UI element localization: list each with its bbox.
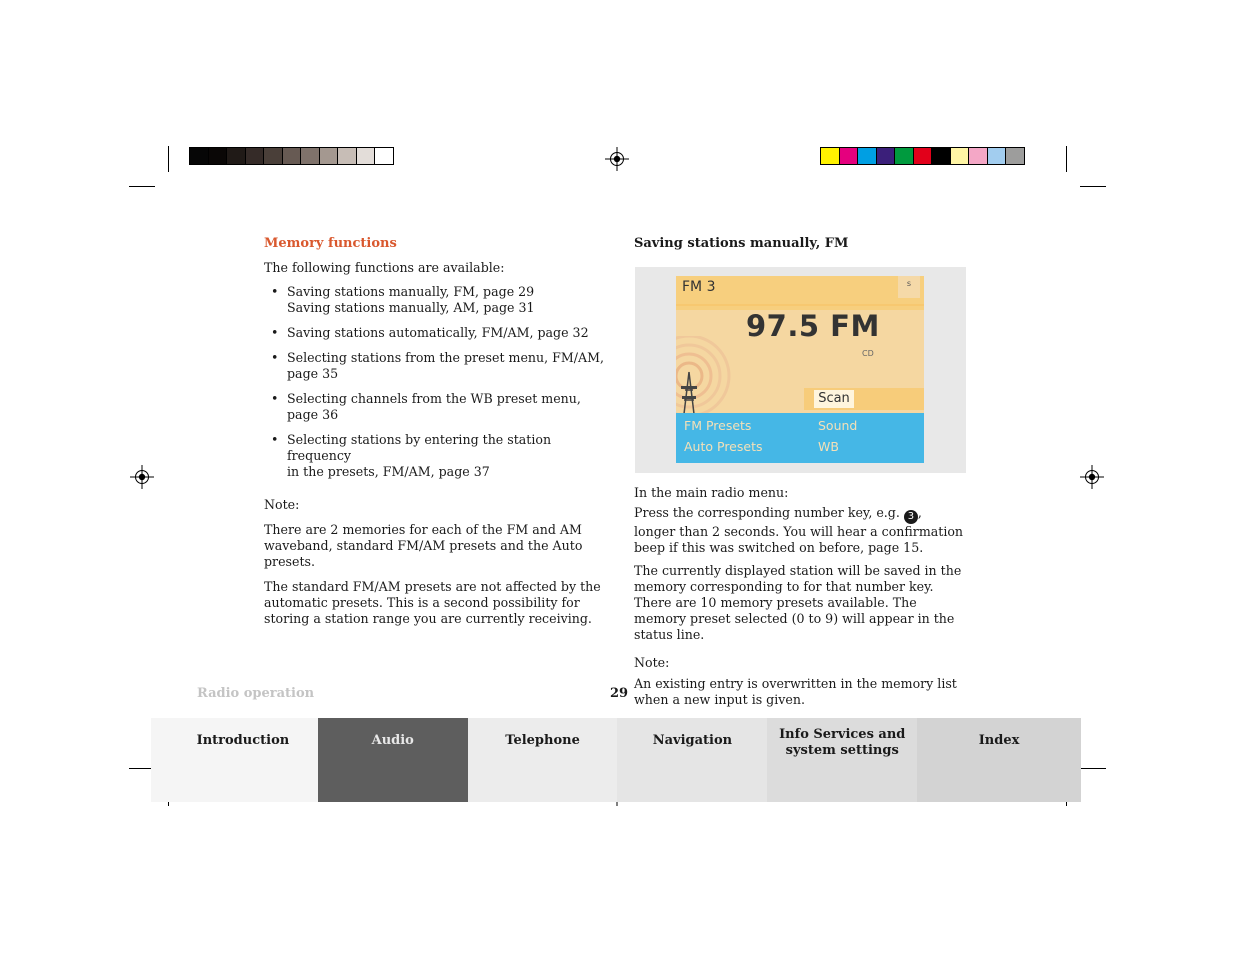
cd-indicator: CD [862, 349, 874, 358]
intro-text: The following functions are available: [264, 260, 505, 275]
color-swatch [876, 147, 896, 165]
color-swatch [839, 147, 859, 165]
list-item: • Selecting channels from the WB preset menu, page 36 [271, 391, 581, 422]
menu-auto-presets[interactable]: Auto Presets [684, 439, 763, 454]
color-swatch [263, 147, 283, 165]
note-paragraph: An existing entry is overwritten in the memory list when a new input is given. [634, 676, 957, 707]
color-swatch [1005, 147, 1025, 165]
radio-waves-icon [676, 336, 742, 416]
color-swatch [931, 147, 951, 165]
tab-telephone[interactable]: Telephone [468, 718, 618, 802]
color-swatch [987, 147, 1007, 165]
section-heading: Saving stations manually, FM [634, 236, 849, 251]
tab-info-services[interactable]: Info Services and system settings [767, 718, 917, 802]
tab-navigation[interactable]: Navigation [617, 718, 767, 802]
registration-mark-icon [1080, 465, 1104, 489]
color-swatch [300, 147, 320, 165]
instruction-paragraph: The currently displayed station will be saved in the memory corresponding to for that number key. There are 10 memory presets available. The memory preset selected (0 to 9) will appear in the status line. [634, 563, 962, 642]
scan-button[interactable]: Scan [814, 390, 854, 408]
gray-color-bar [189, 147, 393, 165]
menu-sound[interactable]: Sound [818, 418, 858, 433]
note-paragraph: The standard FM/AM presets are not affected by the automatic presets. This is a second possibility for storing a station range you are currently receiving. [264, 579, 601, 626]
functions-list [264, 284, 604, 480]
color-swatch [857, 147, 877, 165]
note-block [264, 497, 604, 627]
color-swatch [894, 147, 914, 165]
registration-mark-icon [605, 147, 629, 171]
corner-tag: s [898, 276, 920, 298]
chapter-tab-bar [151, 718, 1081, 802]
crop-mark [1080, 768, 1106, 769]
crop-mark [1066, 146, 1067, 172]
color-swatch [913, 147, 933, 165]
section-heading: Memory functions [264, 236, 397, 251]
tab-audio[interactable]: Audio [318, 718, 468, 802]
intro-text: In the main radio menu: [634, 485, 789, 500]
tab-introduction[interactable]: Introduction [151, 718, 318, 802]
color-swatch [950, 147, 970, 165]
color-swatch [968, 147, 988, 165]
color-swatch [337, 147, 357, 165]
color-swatch [820, 147, 840, 165]
note-label: Note: [634, 655, 670, 670]
list-item: • Saving stations manually, FM, page 29 Saving stations manually, AM, page 31 [271, 284, 535, 315]
note-label: Note: [264, 497, 300, 512]
instructions-section [634, 485, 966, 715]
crop-mark [1080, 186, 1106, 187]
list-item: • Selecting stations by entering the station frequency in the presets, FM/AM, page 37 [271, 432, 552, 479]
tab-index[interactable]: Index [917, 718, 1081, 802]
display-menu [676, 413, 924, 463]
color-swatch [319, 147, 339, 165]
color-swatch [226, 147, 246, 165]
list-item: • Selecting stations from the preset menu, FM/AM, page 35 [271, 350, 605, 381]
radio-display [676, 276, 924, 463]
registration-mark-icon [130, 465, 154, 489]
crop-mark [168, 146, 169, 172]
frequency-readout: 97.5 FM [746, 309, 880, 343]
note-paragraph: There are 2 memories for each of the FM and AM waveband, standard FM/AM presets and the Auto presets. [264, 522, 583, 569]
memory-functions-section [264, 236, 604, 636]
color-swatch [356, 147, 376, 165]
menu-wb[interactable]: WB [818, 439, 839, 454]
color-swatch [189, 147, 209, 165]
list-item: • Saving stations automatically, FM/AM, page 32 [271, 325, 589, 340]
color-swatch [208, 147, 228, 165]
process-color-bar [820, 147, 1024, 165]
section-footer-label: Radio operation [197, 686, 315, 701]
color-swatch [374, 147, 394, 165]
color-swatch [245, 147, 265, 165]
crop-mark [129, 186, 155, 187]
page-number: 29 [610, 686, 629, 701]
band-label: FM 3 [682, 279, 716, 295]
menu-fm-presets[interactable]: FM Presets [684, 418, 752, 433]
color-swatch [282, 147, 302, 165]
instruction-step: Press the corresponding number key, e.g. 3 , longer than 2 seconds. You will hear a confirmation beep if this was switched on before, page 15. [634, 505, 964, 555]
number-key-icon: 3 [904, 510, 918, 524]
